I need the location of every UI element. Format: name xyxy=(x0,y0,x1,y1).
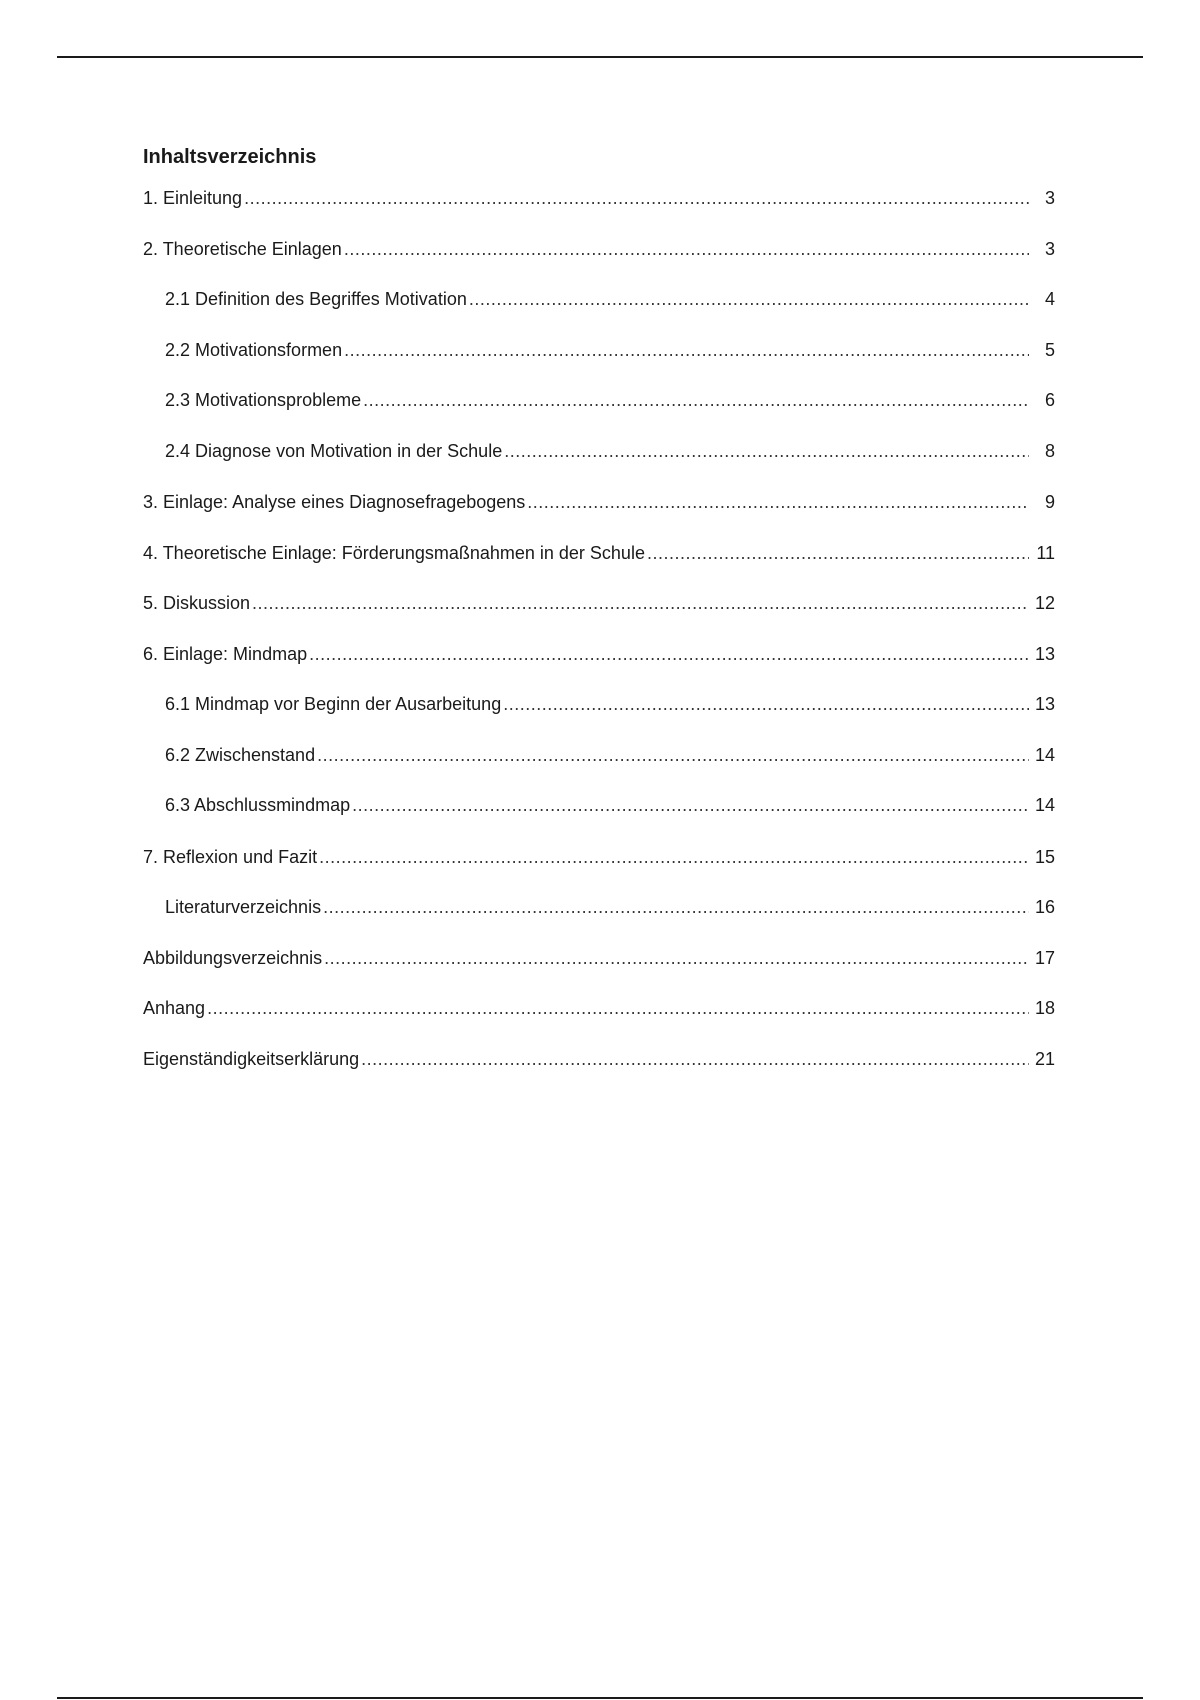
toc-entry-page-number: 3 xyxy=(1044,188,1055,208)
toc-entry-label: 2. Theoretische Einlagen xyxy=(143,239,342,259)
toc-dot-leader xyxy=(319,845,1029,869)
toc-entry-label: 6.2 Zwischenstand xyxy=(165,745,316,765)
toc-entry[interactable] xyxy=(143,642,1055,666)
toc-entry-page-number: 12 xyxy=(1034,593,1055,613)
toc-entry[interactable] xyxy=(143,490,1055,514)
toc-entry-label: 4. Theoretische Einlage: Förderungsmaßnahmen in der Schule xyxy=(143,543,645,563)
toc-dot-leader xyxy=(352,793,1029,817)
header-rule xyxy=(57,56,1143,58)
toc-entry-page-number: 4 xyxy=(1044,289,1055,309)
toc-entry-label: Abbildungsverzeichnis xyxy=(143,948,323,968)
toc-entry-label: 1. Einleitung xyxy=(143,188,243,208)
toc-dot-leader xyxy=(317,743,1029,767)
toc-dot-leader xyxy=(344,338,1029,362)
toc-entry-page-number: 11 xyxy=(1036,543,1055,563)
toc-entry[interactable] xyxy=(143,1047,1055,1071)
toc-entry[interactable] xyxy=(143,439,1055,463)
toc-entry[interactable] xyxy=(143,946,1055,970)
toc-dot-leader xyxy=(252,591,1029,615)
toc-dot-leader xyxy=(207,996,1029,1020)
toc-entry-label: 5. Diskussion xyxy=(143,593,251,613)
toc-dot-leader xyxy=(361,1047,1029,1071)
toc-entry-page-number: 6 xyxy=(1044,390,1055,410)
toc-entry-page-number: 21 xyxy=(1034,1049,1055,1069)
toc-entry[interactable] xyxy=(143,591,1055,615)
toc-dot-leader xyxy=(363,388,1029,412)
toc-entry-page-number: 3 xyxy=(1044,239,1055,259)
toc-entry-page-number: 9 xyxy=(1044,492,1055,512)
toc-entry-label: 6. Einlage: Mindmap xyxy=(143,644,308,664)
toc-entry-label: Literaturverzeichnis xyxy=(165,897,322,917)
toc-entry[interactable] xyxy=(143,996,1055,1020)
footer-rule xyxy=(57,1697,1143,1699)
toc-entry[interactable] xyxy=(143,287,1055,311)
toc-entry-label: 2.1 Definition des Begriffes Motivation xyxy=(165,289,467,309)
table-of-contents xyxy=(143,144,1055,1069)
toc-entry[interactable] xyxy=(143,388,1055,412)
toc-entry-page-number: 14 xyxy=(1034,745,1055,765)
toc-entry-label: 2.2 Motivationsformen xyxy=(165,340,343,360)
toc-entry-label: 2.4 Diagnose von Motivation in der Schule xyxy=(165,441,503,461)
toc-dot-leader xyxy=(324,946,1029,970)
toc-entry-page-number: 13 xyxy=(1034,694,1055,714)
toc-entry-label: 6.1 Mindmap vor Beginn der Ausarbeitung xyxy=(165,694,502,714)
toc-entry[interactable] xyxy=(143,186,1055,210)
toc-entry-label: Anhang xyxy=(143,998,206,1018)
toc-entry[interactable] xyxy=(143,338,1055,362)
toc-dot-leader xyxy=(647,541,1029,565)
toc-dot-leader xyxy=(504,439,1029,463)
toc-entry-page-number: 18 xyxy=(1034,998,1055,1018)
toc-entry[interactable] xyxy=(143,237,1055,261)
toc-dot-leader xyxy=(469,287,1029,311)
toc-dot-leader xyxy=(244,186,1029,210)
toc-entry[interactable] xyxy=(143,793,1055,817)
toc-dot-leader xyxy=(323,895,1029,919)
toc-dot-leader xyxy=(309,642,1029,666)
toc-entry-page-number: 14 xyxy=(1034,795,1055,815)
toc-entry-page-number: 5 xyxy=(1044,340,1055,360)
toc-dot-leader xyxy=(344,237,1029,261)
toc-entry[interactable] xyxy=(143,541,1055,565)
toc-dot-leader xyxy=(503,692,1029,716)
toc-title: Inhaltsverzeichnis xyxy=(143,146,317,168)
toc-entry-page-number: 8 xyxy=(1044,441,1055,461)
toc-entry-page-number: 13 xyxy=(1034,644,1055,664)
toc-entry[interactable] xyxy=(143,692,1055,716)
toc-entry[interactable] xyxy=(143,895,1055,919)
toc-entry[interactable] xyxy=(143,743,1055,767)
toc-entry-label: 2.3 Motivationsprobleme xyxy=(165,390,362,410)
toc-entry-page-number: 15 xyxy=(1034,847,1055,867)
toc-entry-page-number: 16 xyxy=(1034,897,1055,917)
toc-entry-label: 6.3 Abschlussmindmap xyxy=(165,795,351,815)
toc-entry-label: Eigenständigkeitserklärung xyxy=(143,1049,360,1069)
toc-dot-leader xyxy=(527,490,1029,514)
toc-entry-label: 3. Einlage: Analyse eines Diagnosefragebogens xyxy=(143,492,526,512)
toc-entry[interactable] xyxy=(143,845,1055,869)
toc-entry-page-number: 17 xyxy=(1034,948,1055,968)
toc-entry-label: 7. Reflexion und Fazit xyxy=(143,847,318,867)
